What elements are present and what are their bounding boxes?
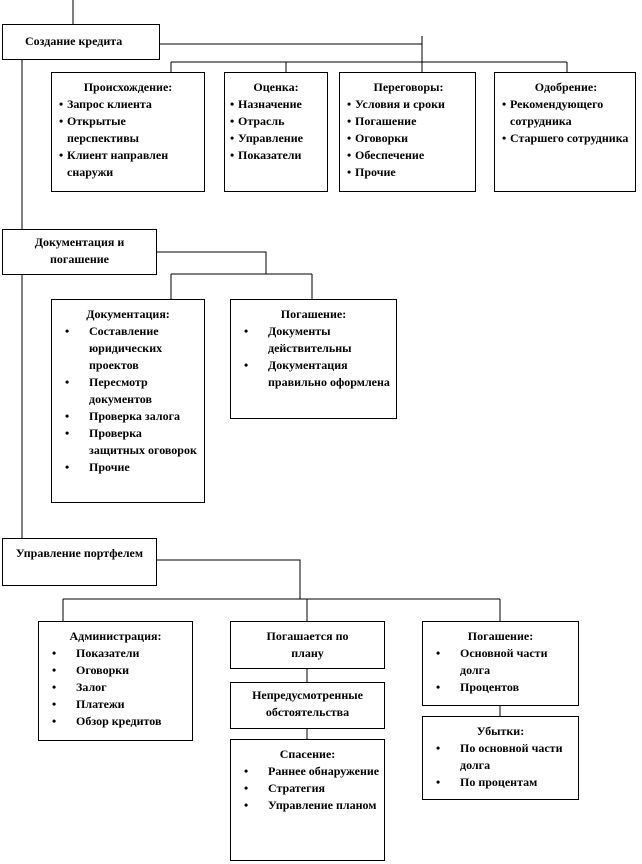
origination-title: Происхождение: bbox=[83, 80, 173, 94]
approval-box bbox=[494, 72, 636, 192]
repayment-docs-title: Погашение: bbox=[280, 307, 347, 321]
section-portfolio-label: Управление портфелем bbox=[15, 546, 144, 560]
portfolio-connector bbox=[157, 560, 300, 599]
list-item: • Прочие bbox=[346, 164, 471, 181]
evaluation-title: Оценка: bbox=[253, 80, 299, 94]
list-item: • Управление bbox=[229, 130, 323, 147]
list-item: • Показатели bbox=[43, 645, 188, 662]
list-item: • Назначение bbox=[229, 96, 323, 113]
list-item: • Раннее обнаружение bbox=[235, 763, 380, 780]
list-item: • Прочие bbox=[56, 459, 200, 476]
on-plan-title: Погашается по плану bbox=[266, 629, 349, 660]
creation-connector bbox=[137, 36, 422, 44]
list-item: • Проверка залога bbox=[56, 408, 200, 425]
list-item: • Платежи bbox=[43, 696, 188, 713]
list-item: • Показатели bbox=[229, 147, 323, 164]
losses-box bbox=[422, 716, 579, 800]
list-item: • Запрос клиента bbox=[58, 96, 198, 113]
section-documentation bbox=[2, 229, 157, 275]
list-item: • Стратегия bbox=[235, 780, 380, 797]
section-documentation-label: Документация и погашение bbox=[34, 235, 125, 266]
repayment-box bbox=[422, 621, 579, 706]
list-item: • Условия и сроки bbox=[346, 96, 471, 113]
origination-box bbox=[51, 72, 205, 192]
list-item: • Управление планом bbox=[235, 797, 380, 814]
losses-title: Убытки: bbox=[476, 724, 525, 738]
repayment-title: Погашение: bbox=[467, 629, 534, 643]
list-item: • Оговорки bbox=[43, 662, 188, 679]
list-item: • Процентов bbox=[427, 679, 574, 696]
list-item: • Старшего сотрудника bbox=[501, 130, 631, 147]
list-item: • Залог bbox=[43, 679, 188, 696]
on-plan-box bbox=[230, 621, 385, 669]
negotiation-box bbox=[339, 72, 476, 192]
list-item: • Погашение bbox=[346, 113, 471, 130]
documentation-connector bbox=[157, 252, 266, 274]
list-item: • Обзор кредитов bbox=[43, 713, 188, 730]
list-item: • Составление юридических проектов bbox=[56, 323, 200, 374]
list-item: • Рекомендующего сотрудника bbox=[501, 96, 631, 130]
unforeseen-title: Непредусмотренные обстоятельства bbox=[252, 688, 363, 719]
section-portfolio bbox=[2, 538, 157, 586]
evaluation-box bbox=[224, 72, 328, 192]
list-item: • Документы действительны bbox=[235, 323, 392, 357]
list-item: • Проверка защитных оговорок bbox=[56, 425, 200, 459]
list-item: • Документация правильно оформлена bbox=[235, 357, 392, 391]
negotiation-title: Переговоры: bbox=[373, 80, 444, 94]
rescue-title: Спасение: bbox=[279, 747, 336, 761]
unforeseen-box bbox=[230, 682, 385, 729]
list-item: • Клиент направлен снаружи bbox=[58, 147, 198, 181]
list-item: • Пересмотр документов bbox=[56, 374, 200, 408]
list-item: • Обеспечение bbox=[346, 147, 471, 164]
list-item: • Оговорки bbox=[346, 130, 471, 147]
list-item: • По процентам bbox=[427, 774, 574, 791]
administration-box bbox=[38, 621, 193, 741]
list-item: • По основной части долга bbox=[427, 740, 574, 774]
approval-title: Одобрение: bbox=[534, 80, 598, 94]
repayment-docs-box bbox=[230, 299, 397, 419]
rescue-box bbox=[230, 739, 385, 861]
section-creation bbox=[2, 24, 160, 60]
section-creation-label: Создание кредита bbox=[25, 34, 123, 48]
administration-title: Администрация: bbox=[69, 629, 162, 643]
list-item: • Открытые перспективы bbox=[58, 113, 198, 147]
list-item: • Отрасль bbox=[229, 113, 323, 130]
documentation-title: Документация: bbox=[86, 307, 170, 321]
documentation-box bbox=[51, 299, 205, 503]
list-item: • Основной части долга bbox=[427, 645, 574, 679]
